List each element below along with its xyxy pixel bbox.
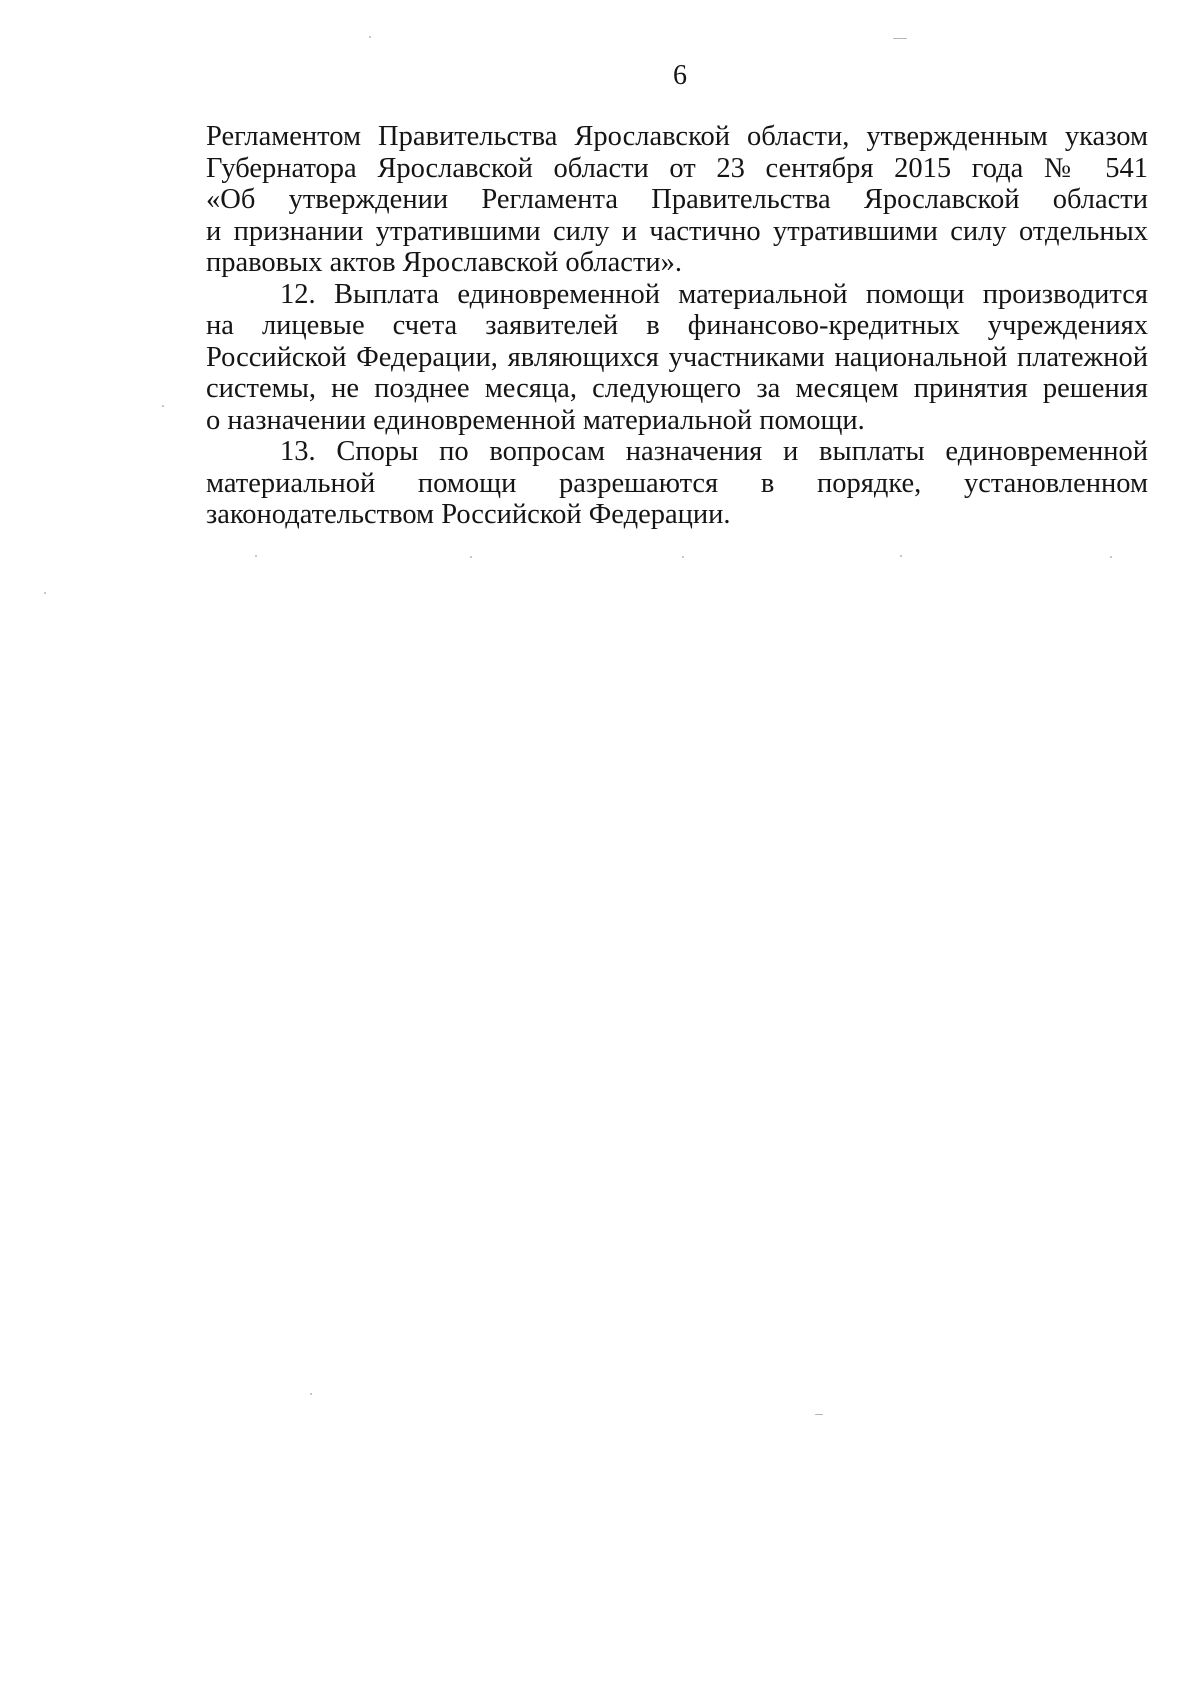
scan-speck bbox=[1110, 556, 1112, 558]
text-line: на лицевые счета заявителей в финансово-кредитных учреждениях bbox=[206, 310, 1148, 341]
paragraph-12-payment bbox=[206, 279, 1148, 437]
scan-speck bbox=[893, 38, 907, 39]
scan-speck bbox=[310, 1393, 312, 1395]
page-number: 6 bbox=[673, 60, 687, 91]
scan-speck bbox=[255, 555, 257, 557]
text-line: «Об утверждении Регламента Правительства Ярославской области bbox=[206, 184, 1148, 215]
text-line: 12. Выплата единовременной материальной помощи производится bbox=[280, 278, 1148, 310]
text-line: материальной помощи разрешаются в порядке, установленном bbox=[206, 467, 1148, 499]
text-line: о назначении единовременной материальной помощи. bbox=[206, 404, 865, 436]
text-line: Российской Федерации, являющихся участниками национальной платежной bbox=[206, 341, 1148, 373]
scan-speck bbox=[815, 1414, 823, 1415]
scan-speck bbox=[682, 556, 684, 558]
text-line: системы, не позднее месяца, следующего за месяцем принятия решения bbox=[206, 373, 1148, 404]
text-line: законодательством Российской Федерации. bbox=[206, 499, 731, 530]
scan-speck bbox=[44, 592, 46, 594]
text-line: Регламентом Правительства Ярославской области, утвержденным указом bbox=[206, 121, 1148, 152]
text-line: Губернатора Ярославской области от 23 сентября 2015 года № 541 bbox=[206, 152, 1148, 184]
text-line: и признании утратившими силу и частично утратившими силу отдельных bbox=[206, 215, 1148, 247]
paragraph-regulation-reference bbox=[206, 121, 1148, 279]
document-body bbox=[206, 121, 1148, 531]
scan-speck bbox=[162, 405, 164, 407]
text-line: правовых актов Ярославской области». bbox=[206, 247, 683, 278]
text-line: 13. Споры по вопросам назначения и выплаты единовременной bbox=[280, 436, 1148, 467]
scan-speck bbox=[369, 36, 371, 38]
scan-speck bbox=[470, 556, 472, 558]
paragraph-13-disputes bbox=[206, 436, 1148, 531]
scan-speck bbox=[900, 555, 902, 557]
